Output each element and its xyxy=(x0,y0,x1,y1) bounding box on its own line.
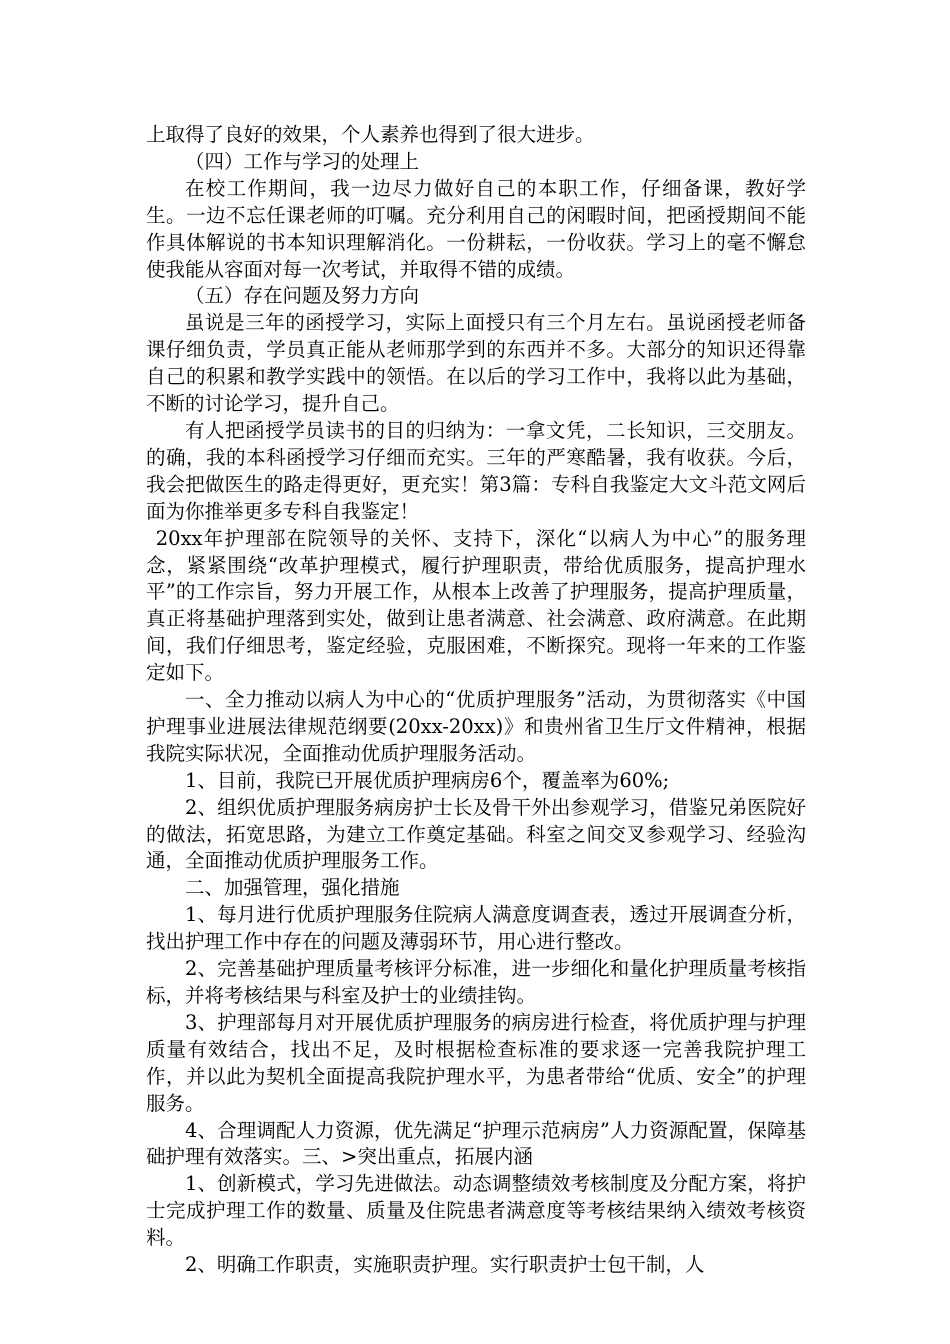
document-page xyxy=(146,122,806,1279)
section-heading-5: （五）存在问题及努力方向 xyxy=(185,284,420,308)
section-heading: 二、加强管理，强化措施 xyxy=(185,876,400,900)
paragraph: 一、全力推动以病人为中心的“优质护理服务”活动，为贯彻落实《中国护理事业进展法律规范纲要(20xx-20xx)》和贵州省卫生厅文件精神，根据我院实际状况，全面推动优质护理服务活动。 xyxy=(146,688,806,765)
paragraph: 20xx年护理部在院领导的关怀、支持下，深化“以病人为中心”的服务理念，紧紧围绕“改革护理模式，履行护理职责，带给优质服务，提高护理水平”的工作宗旨，努力开展工作，从根本上改善了护理服务，提高护理质量，真正将基础护理落到实处，做到让患者满意、社会满意、政府满意。在此期间，我们仔细思考，鉴定经验，克服困难，不断探究。现将一年来的工作鉴定如下。 xyxy=(146,526,806,685)
list-item: 4、合理调配人力资源，优先满足“护理示范病房”人力资源配置，保障基础护理有效落实。三、>突出重点，拓展内涵 xyxy=(146,1118,806,1169)
list-item: 1、创新模式，学习先进做法。动态调整绩效考核制度及分配方案，将护士完成护理工作的数量、质量及住院患者满意度等考核结果纳入绩效考核资料。 xyxy=(146,1172,806,1250)
list-item: 1、目前，我院已开展优质护理病房6个，覆盖率为60%; xyxy=(185,768,670,792)
paragraph-continuation: 上取得了良好的效果，个人素养也得到了很大进步。 xyxy=(146,123,595,146)
list-item: 2、组织优质护理服务病房护士长及骨干外出参观学习，借鉴兄弟医院好的做法，拓宽思路，为建立工作奠定基础。科室之间交叉参观学习、经验沟通，全面推动优质护理服务工作。 xyxy=(146,795,806,873)
list-item: 2、完善基础护理质量考核评分标准，进一步细化和量化护理质量考核指标，并将考核结果与科室及护士的业绩挂钩。 xyxy=(146,957,806,1007)
list-item: 3、护理部每月对开展优质护理服务的病房进行检查，将优质护理与护理质量有效结合，找出不足，及时根据检查标准的要求逐一完善我院护理工作，并以此为契机全面提高我院护理水平，为患者带给“优质、安全”的护理服务。 xyxy=(146,1010,806,1115)
section-heading-4: （四）工作与学习的处理上 xyxy=(185,149,420,173)
list-item: 1、每月进行优质护理服务住院病人满意度调查表，透过开展调查分析，找出护理工作中存在的问题及薄弱环节，用心进行整改。 xyxy=(146,903,806,954)
paragraph: 在校工作期间，我一边尽力做好自己的本职工作，仔细备课，教好学生。一边不忘任课老师的叮嘱。充分利用自己的闲暇时间，把函授期间不能作具体解说的书本知识理解消化。一份耕耘，一份收获。学习上的毫不懈怠使我能从容面对每一次考试，并取得不错的成绩。 xyxy=(146,176,806,281)
list-item: 2、明确工作职责，实施职责护理。实行职责护士包干制，人 xyxy=(185,1253,705,1277)
paragraph: 有人把函授学员读书的目的归纳为：一拿文凭，二长知识，三交朋友。的确，我的本科函授学习仔细而充实。三年的严寒酷暑，我有收获。今后，我会把做医生的路走得更好，更充实！第3篇：专科自我鉴定大文斗范文网后面为你推举更多专科自我鉴定！ xyxy=(146,418,806,523)
paragraph: 虽说是三年的函授学习，实际上面授只有三个月左右。虽说函授老师备课仔细负责，学员真正能从老师那学到的东西并不多。大部分的知识还得靠自己的积累和教学实践中的领悟。在以后的学习工作中，我将以此为基础，不断的讨论学习，提升自己。 xyxy=(146,311,806,416)
